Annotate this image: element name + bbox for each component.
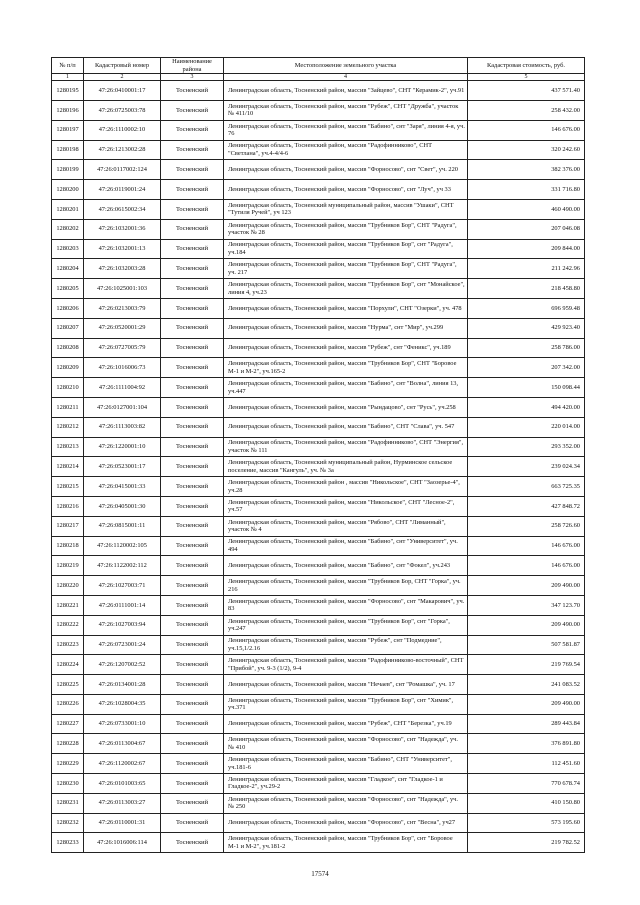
district-name: Тосненский [161,120,224,140]
table-row [52,120,585,140]
table-row [52,635,585,655]
district-name: Тосненский [161,180,224,200]
cadastral-number: 47:26:0213003:79 [84,298,161,318]
land-location: Ленинградская область, Тосненский район, массив "Трубников Бор", снт "Монайское", линия 4, уч.23 [224,279,468,299]
land-location: Ленинградская область, Тосненский район, массив "Трубников Бор", СНТ "Радуга", участок № 28 [224,219,468,239]
cadastral-number: 47:26:0405001:30 [84,496,161,516]
land-location: Ленинградская область, Тосненский район, массив "Гладкое", снт "Гладкое-1 и Гладкое-2", уч.29-2 [224,774,468,794]
row-number: 1280227 [52,714,84,734]
land-location: Ленинградская область, Тосненский район, массив "Нурма", снт "Мир", уч.299 [224,318,468,338]
row-number: 1280195 [52,81,84,101]
district-name: Тосненский [161,516,224,536]
district-name: Тосненский [161,378,224,398]
table-row [52,140,585,160]
cadastral-number: 47:26:1213002:28 [84,140,161,160]
district-name: Тосненский [161,813,224,833]
cadastral-value: 239 024.34 [468,457,585,477]
table-row [52,754,585,774]
table-row [52,536,585,556]
cadastral-number: 47:26:1120002:105 [84,536,161,556]
district-name: Тосненский [161,714,224,734]
district-name: Тосненский [161,81,224,101]
row-number: 1280210 [52,378,84,398]
land-location: Ленинградская область, Тосненский район, массив "Бабино", снт "Заря", линия 4-я, уч. 76 [224,120,468,140]
cadastral-number: 47:26:0733001:10 [84,714,161,734]
column-index: 2 [84,74,161,81]
table-row [52,813,585,833]
table-row [52,219,585,239]
district-name: Тосненский [161,358,224,378]
district-name: Тосненский [161,298,224,318]
cadastral-value: 209 490.00 [468,615,585,635]
cadastral-value: 460 490.00 [468,199,585,219]
cadastral-number: 47:26:1207002:52 [84,655,161,675]
row-number: 1280215 [52,477,84,497]
row-number: 1280209 [52,358,84,378]
row-number: 1280204 [52,259,84,279]
land-location: Ленинградская область, Тосненский район, массив "Радофинниково-восточный", СНТ "Прибой", уч. 9-3 (1/2), 9-4 [224,655,468,675]
cadastral-value: 293 352.00 [468,437,585,457]
table-row [52,833,585,853]
row-number: 1280217 [52,516,84,536]
land-location: Ленинградская область, Тосненский район, массив "Бабино", снт "Университет", уч. 494 [224,536,468,556]
district-name: Тосненский [161,556,224,576]
table-row [52,477,585,497]
cadastral-number: 47:26:0723001:24 [84,635,161,655]
cadastral-value: 376 891.80 [468,734,585,754]
cadastral-number: 47:26:1028004:35 [84,694,161,714]
cadastral-value: 410 150.80 [468,793,585,813]
row-number: 1280201 [52,199,84,219]
land-location: Ленинградская область, Тосненский район, массив "Рындацово", снт "Русь", уч.258 [224,397,468,417]
cadastral-number: 47:26:0113004:67 [84,734,161,754]
district-name: Тосненский [161,536,224,556]
land-location: Ленинградская область, Тосненский район, массив "Форносово", снт "Весна", уч27 [224,813,468,833]
land-location: Ленинградская область, Тосненский район, массив "Трубников Бор, СНТ "Горка", уч. 216 [224,576,468,596]
cadastral-value: 258 726.60 [468,516,585,536]
table-row [52,279,585,299]
district-name: Тосненский [161,477,224,497]
land-location: Ленинградская область, Тосненский район, массив "Бабино", снт "Волна", линия 13, уч.447 [224,378,468,398]
cadastral-value: 150 098.44 [468,378,585,398]
cadastral-number: 47:26:1032001:36 [84,219,161,239]
table-row [52,774,585,794]
cadastral-number: 47:26:1111004:92 [84,378,161,398]
table-row [52,298,585,318]
row-number: 1280202 [52,219,84,239]
land-location: Ленинградская область, Тосненский район, массив "Порхули", СНТ "Озерки", уч. 478 [224,298,468,318]
district-name: Тосненский [161,675,224,695]
cadastral-value: 146 676.00 [468,556,585,576]
row-number: 1280230 [52,774,84,794]
table-row [52,81,585,101]
cadastral-value: 507 581.87 [468,635,585,655]
row-number: 1280222 [52,615,84,635]
table-row [52,239,585,259]
cadastral-value: 209 490.00 [468,694,585,714]
row-number: 1280198 [52,140,84,160]
table-row [52,694,585,714]
table-row [52,100,585,120]
district-name: Тосненский [161,576,224,596]
land-location: Ленинградская область, Тосненский район, массив "Бабино", СНТ "Университет", уч.181-6 [224,754,468,774]
cadastral-number: 47:26:0727005:79 [84,338,161,358]
cadastral-value: 209 844.00 [468,239,585,259]
cadastral-value: 207 342.00 [468,358,585,378]
cadastral-value: 770 678.74 [468,774,585,794]
district-name: Тосненский [161,496,224,516]
row-number: 1280200 [52,180,84,200]
table-row [52,160,585,180]
cadastral-number: 47:26:0615002:34 [84,199,161,219]
district-name: Тосненский [161,457,224,477]
cadastral-value: 494 420.00 [468,397,585,417]
district-name: Тосненский [161,437,224,457]
cadastral-value: 573 195.60 [468,813,585,833]
cadastral-number: 47:26:1122002:112 [84,556,161,576]
district-name: Тосненский [161,259,224,279]
row-number: 1280207 [52,318,84,338]
cadastral-value: 112 451.60 [468,754,585,774]
district-name: Тосненский [161,219,224,239]
district-name: Тосненский [161,239,224,259]
district-name: Тосненский [161,833,224,853]
land-location: Ленинградская область, Тосненский район, массив "Трубников Бор", снт "Боровое М-1 и М-2", уч.181-2 [224,833,468,853]
cadastral-value: 241 083.52 [468,675,585,695]
cadastral-value: 347 123.70 [468,595,585,615]
cadastral-number: 47:26:0113003:27 [84,793,161,813]
table-row [52,437,585,457]
land-location: Ленинградская область, Тосненский район, массив "Рубеж", снт "Подмедние", уч.15,1/2.16 [224,635,468,655]
cadastral-value: 207 046.08 [468,219,585,239]
cadastral-value: 382 376.00 [468,160,585,180]
district-name: Тосненский [161,694,224,714]
district-name: Тосненский [161,160,224,180]
table-row [52,615,585,635]
district-name: Тосненский [161,655,224,675]
table-row [52,556,585,576]
column-index: 1 [52,74,84,81]
column-index: 3 [161,74,224,81]
table-body [52,81,585,853]
table-row [52,576,585,596]
land-location: Ленинградская область, Тосненский район, массив "Трубников Бор", снт "Химик", уч.371 [224,694,468,714]
table-row [52,417,585,437]
row-number: 1280221 [52,595,84,615]
cadastral-number: 47:26:0725003:78 [84,100,161,120]
cadastral-value: 331 716.80 [468,180,585,200]
row-number: 1280229 [52,754,84,774]
row-number: 1280211 [52,397,84,417]
district-name: Тосненский [161,318,224,338]
table-row [52,734,585,754]
cadastral-number: 47:26:0110001:31 [84,813,161,833]
land-location: Ленинградская область, Тосненский район, массив "Бабино", СНТ "Слава", уч. 547 [224,417,468,437]
cadastral-number: 47:26:1016006:114 [84,833,161,853]
district-name: Тосненский [161,417,224,437]
table-row [52,655,585,675]
land-location: Ленинградская область, Тосненский район, массив "Трубников Бор", СНТ "Боровое М-1 и М-2", уч.165-2 [224,358,468,378]
cadastral-number: 47:26:0815001:11 [84,516,161,536]
column-index: 5 [468,74,585,81]
land-location: Ленинградская область, Тосненский район, массив "Трубников Бор", снт "Горка", уч.247 [224,615,468,635]
land-location: Ленинградская область, Тосненский район, массив "Никольское", СНТ "Лесное-2", уч.57 [224,496,468,516]
row-number: 1280218 [52,536,84,556]
header-district: Наименование района [161,58,224,74]
cadastral-value: 218 458.80 [468,279,585,299]
row-number: 1280228 [52,734,84,754]
cadastral-number: 47:26:0520001:29 [84,318,161,338]
district-name: Тосненский [161,754,224,774]
row-number: 1280206 [52,298,84,318]
table-row [52,496,585,516]
table-row [52,516,585,536]
cadastral-number: 47:26:0134001:28 [84,675,161,695]
cadastral-number: 47:26:1113003:82 [84,417,161,437]
cadastral-number: 47:26:0101003:65 [84,774,161,794]
land-location: Ленинградская область, Тосненский район, массив "Трубников Бор", снт "Радуга", уч.184 [224,239,468,259]
cadastral-table-sheet [51,57,584,853]
district-name: Тосненский [161,774,224,794]
land-location: Ленинградская область, Тосненский район, массив "Бабино", снт "Фокел", уч.243 [224,556,468,576]
row-number: 1280208 [52,338,84,358]
cadastral-number: 47:26:0111001:14 [84,595,161,615]
page-number: 17574 [311,870,329,878]
cadastral-number: 47:26:1032003:28 [84,259,161,279]
cadastral-value: 219 769.54 [468,655,585,675]
district-name: Тосненский [161,397,224,417]
cadastral-number: 47:26:0117002:124 [84,160,161,180]
row-number: 1280223 [52,635,84,655]
district-name: Тосненский [161,279,224,299]
row-number: 1280232 [52,813,84,833]
cadastral-value: 258 432.00 [468,100,585,120]
district-name: Тосненский [161,734,224,754]
row-number: 1280224 [52,655,84,675]
land-location: Ленинградская область, Тосненский муниципальный район, массив "Ушаки", СНТ "Тутиля Ручей", уч 123 [224,199,468,219]
cadastral-number: 47:26:0127001:104 [84,397,161,417]
cadastral-number: 47:26:0410001:17 [84,81,161,101]
row-number: 1280196 [52,100,84,120]
table-row [52,378,585,398]
cadastral-number: 47:26:1032001:13 [84,239,161,259]
cadastral-value: 146 676.00 [468,120,585,140]
cadastral-number: 47:26:1027003:71 [84,576,161,596]
cadastral-value: 211 242.96 [468,259,585,279]
land-location: Ленинградская область, Тосненский район, массив "Рубеж", снт "Феникс", уч.189 [224,338,468,358]
table-row [52,714,585,734]
district-name: Тосненский [161,338,224,358]
land-location: Ленинградская область, Тосненский район, массив "Рубеж", СНТ "Дружба", участок № 411/10 [224,100,468,120]
land-location: Ленинградская область, Тосненский район, массив "Форносово", снт "Надежда", уч. № 250 [224,793,468,813]
row-number: 1280197 [52,120,84,140]
row-number: 1280214 [52,457,84,477]
cadastral-number: 47:26:0119001:24 [84,180,161,200]
table-row [52,675,585,695]
land-location: Ленинградская область, Тосненский район, массив "Трубников Бор", СНТ "Радуга", уч. 217 [224,259,468,279]
table-row [52,199,585,219]
cadastral-value-table [51,57,585,853]
cadastral-number: 47:26:0523001:17 [84,457,161,477]
cadastral-number: 47:26:1120002:67 [84,754,161,774]
cadastral-number: 47:26:0415001:33 [84,477,161,497]
land-location: Ленинградская область, Тосненский район, массив "Форносово", снт "Надежда", уч. № 410 [224,734,468,754]
district-name: Тосненский [161,199,224,219]
row-number: 1280203 [52,239,84,259]
cadastral-value: 663 725.35 [468,477,585,497]
header-row [52,58,585,74]
cadastral-value: 437 571.40 [468,81,585,101]
column-index: 4 [224,74,468,81]
land-location: Ленинградская область, Тосненский район, массив "Рубеж", СНТ "Березка", уч.19 [224,714,468,734]
table-row [52,358,585,378]
table-row [52,259,585,279]
land-location: Ленинградская область, Тосненский район, массив "Форносово", снт "Свет", уч. 220 [224,160,468,180]
cadastral-value: 146 676.00 [468,536,585,556]
land-location: Ленинградская область, Тосненский район, массив "Радофинниково", СНТ "Энергия", участок № 111 [224,437,468,457]
land-location: Ленинградская область, Тосненский район, массив "Зайцево", СНТ "Керамик-2", уч.91 [224,81,468,101]
cadastral-number: 47:26:1025001:103 [84,279,161,299]
land-location: Ленинградская область, Тосненский район, массив "Нечаев", снт "Ромашка", уч. 17 [224,675,468,695]
row-number: 1280219 [52,556,84,576]
header-location: Местоположение земельного участка [224,58,468,74]
table-header [52,58,585,81]
row-number: 1280226 [52,694,84,714]
table-row [52,457,585,477]
district-name: Тосненский [161,140,224,160]
cadastral-value: 209 490.00 [468,576,585,596]
cadastral-value: 258 786.00 [468,338,585,358]
column-index-row [52,74,585,81]
cadastral-value: 219 782.52 [468,833,585,853]
cadastral-value: 320 242.60 [468,140,585,160]
district-name: Тосненский [161,100,224,120]
district-name: Тосненский [161,595,224,615]
cadastral-number: 47:26:1016006:73 [84,358,161,378]
table-row [52,595,585,615]
header-cadastral-number: Кадастровый номер [84,58,161,74]
table-row [52,180,585,200]
row-number: 1280212 [52,417,84,437]
header-number: № п/п [52,58,84,74]
row-number: 1280225 [52,675,84,695]
cadastral-value: 427 848.72 [468,496,585,516]
land-location: Ленинградская область, Тосненский район, массив "Радофинниково", СНТ "Светлана", уч.4-4/4-6 [224,140,468,160]
table-row [52,318,585,338]
row-number: 1280233 [52,833,84,853]
row-number: 1280216 [52,496,84,516]
row-number: 1280231 [52,793,84,813]
district-name: Тосненский [161,793,224,813]
land-location: Ленинградская область, Тосненский район, массив "Рябово", СНТ "Лиманный", участок № 4 [224,516,468,536]
row-number: 1280205 [52,279,84,299]
cadastral-number: 47:26:1027003:94 [84,615,161,635]
cadastral-value: 220 014.00 [468,417,585,437]
district-name: Тосненский [161,635,224,655]
cadastral-number: 47:26:1220001:10 [84,437,161,457]
row-number: 1280220 [52,576,84,596]
table-row [52,793,585,813]
cadastral-value: 429 923.40 [468,318,585,338]
land-location: Ленинградская область, Тосненский муниципальный район, Нурминское сельское поселение, массив "Кангуль", уч. № 3а [224,457,468,477]
row-number: 1280213 [52,437,84,457]
table-row [52,397,585,417]
land-location: Ленинградская область, Тосненский район, массив "Форносово", снт "Луч", уч 33 [224,180,468,200]
row-number: 1280199 [52,160,84,180]
cadastral-value: 696 959.48 [468,298,585,318]
cadastral-value: 289 443.84 [468,714,585,734]
district-name: Тосненский [161,615,224,635]
land-location: Ленинградская область, Тосненский район, массив "Форносово", снт "Макарович", уч. 83 [224,595,468,615]
header-cadastral-value: Кадастровая стоимость, руб. [468,58,585,74]
cadastral-number: 47:26:1110002:10 [84,120,161,140]
table-row [52,338,585,358]
land-location: Ленинградская область, Тосненский район , массив "Никольское", СНТ "Заозерье-4", уч.28 [224,477,468,497]
